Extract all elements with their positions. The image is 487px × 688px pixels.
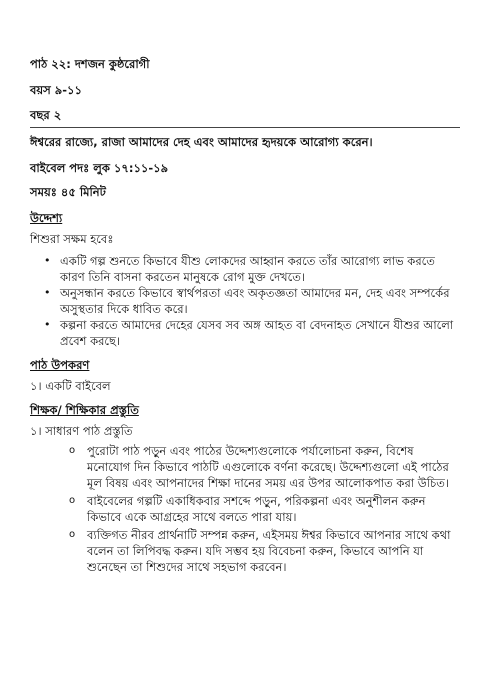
material-item: ১। একটি বাইবেল — [30, 379, 111, 393]
preparation-item — [30, 527, 460, 575]
lesson-theme: ঈশ্বরের রাজ্যে, রাজা আমাদের দেহ এবং আমাদের হৃদয়কে আরোগ্য করেন। — [30, 135, 373, 149]
bible-passage: বাইবেল পদঃ লুক ১৭:১১-১৯ — [30, 161, 169, 175]
objective-item — [30, 253, 460, 285]
lesson-title: পাঠ ২২: দশজন কুষ্ঠরোগী — [30, 57, 150, 71]
preparation-text: ব্যক্তিগত নীরব প্রার্থনাটি সম্পন্ন করুন, এইসময় ঈশ্বর কিভাবে আপনার সাথে কথা বলেন তা লিপিবদ্ধ করুন। যদি সম্ভব হয় বিবেচনা করুন, কিভাবে আপনি যা শুনেছেন তা শিশুদের সাথে সহভাগ করবেন। — [87, 528, 451, 574]
preparation-subheading: ১। সাধারণ পাঠ প্রস্তুতি — [30, 424, 133, 438]
horizontal-rule — [30, 127, 460, 128]
objective-text: অনুসন্ধান করতে কিভাবে স্বার্থপরতা এবং অকৃতজ্ঞতা আমাদের মন, দেহ এবং সম্পর্কের অসুস্থতার দিকে ধাবিত করে। — [60, 286, 450, 316]
preparation-list — [30, 443, 460, 575]
objectives-intro: শিশুরা সক্ষম হবেঃ — [30, 232, 114, 246]
circle-bullet-icon: o — [69, 529, 76, 540]
objective-item — [30, 285, 460, 317]
bullet-icon: • — [44, 254, 51, 267]
preparation-text: পুরোটা পাঠ পড়ুন এবং পাঠের উদ্দেশ্যগুলোকে পর্যালোচনা করুন, বিশেষ মনোযোগ দিন কিভাবে পাঠটি এগুলোকে বর্ণনা করেছে। উদ্দেশ্যগুলো এই পাঠের মূল বিষয় এবং আপনাদের শিক্ষা দানের সময় এর উপর আলোকপাত করা উচিত। — [87, 444, 449, 490]
objective-text: একটি গল্প শুনতে কিভাবে যীশু লোকদের আহ্বান করতে তাঁর আরোগ্য লাভ করতে কারণ তিনি বাসনা করতেন মানুষকে রোগ মুক্ত দেখতে। — [60, 254, 435, 284]
circle-bullet-icon: o — [69, 445, 76, 456]
preparation-item — [30, 493, 460, 525]
lesson-time: সময়ঃ ৪৫ মিনিট — [30, 185, 106, 199]
year-level: বছর ২ — [30, 108, 62, 122]
age-range: বয়স ৯-১১ — [30, 83, 82, 97]
objectives-list — [30, 253, 460, 349]
circle-bullet-icon: o — [69, 495, 76, 506]
materials-heading: পাঠ উপকরণ — [30, 358, 90, 372]
objectives-heading: উদ্দেশ্য — [30, 211, 63, 225]
preparation-text: বাইবেলের গল্পটি একাধিকবার সশব্দে পড়ুন, পরিকল্পনা এবং অনুশীলন করুন কিভাবে একে আগ্রহের সাথে বলতে পারা যায়। — [87, 494, 426, 524]
objective-text: কল্পনা করতে আমাদের দেহের যেসব সব অঙ্গ আহত বা বেদনাহত সেখানে যীশুর আলো প্রবেশ করছে। — [60, 318, 454, 348]
preparation-heading: শিক্ষক/ শিক্ষিকার প্রস্তুতি — [30, 403, 139, 417]
bullet-icon: • — [44, 318, 51, 331]
bullet-icon: • — [44, 286, 51, 299]
lesson-content — [30, 56, 460, 577]
preparation-item — [30, 443, 460, 491]
objective-item — [30, 317, 460, 349]
